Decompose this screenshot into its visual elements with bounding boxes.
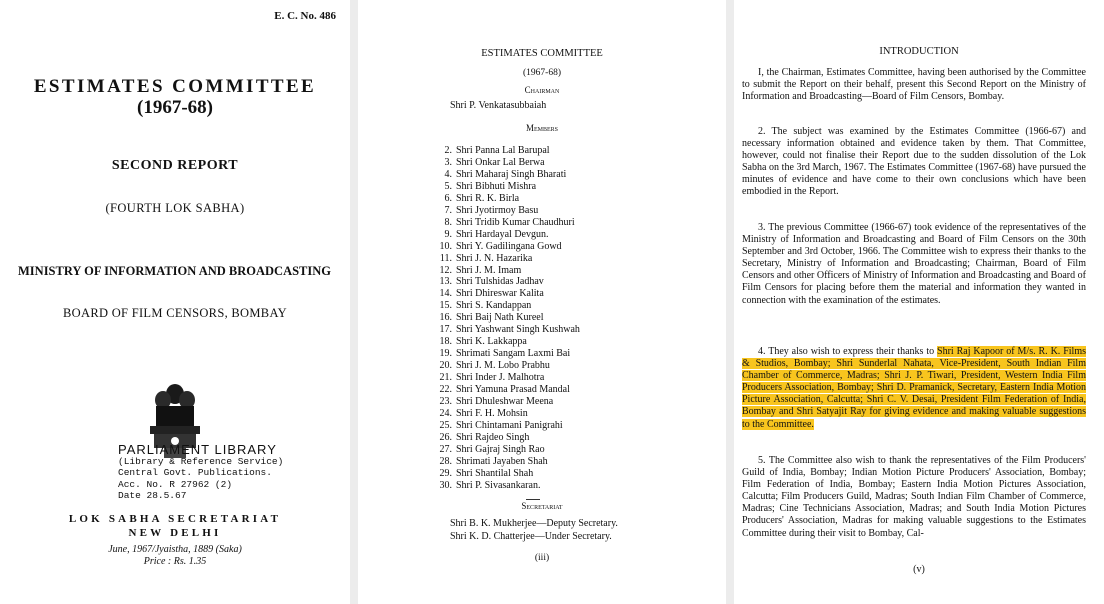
member-name: Shri J. M. Imam xyxy=(456,264,522,276)
member-number: 25. xyxy=(439,419,452,431)
member-number: 9. xyxy=(444,228,452,240)
member-row xyxy=(438,229,580,241)
member-row xyxy=(438,396,580,408)
member-name: Shri Dhuleshwar Meena xyxy=(456,396,554,408)
library-stamp: PARLIAMENT LIBRARY (Library & Reference Service) Central Govt. Publications. Acc. No. R 27962 (2) Date 28.5.67 xyxy=(118,442,284,501)
member-name: Shri Panna Lal Barupal xyxy=(456,145,550,156)
member-row xyxy=(438,336,580,348)
member-number: 12. xyxy=(439,264,452,276)
member-number: 29. xyxy=(439,467,452,479)
member-name: Shri Chintamani Panigrahi xyxy=(456,419,563,431)
member-row xyxy=(438,444,580,456)
member-row xyxy=(438,324,580,336)
member-row xyxy=(438,408,580,420)
publication-date: June, 1967/Jyaistha, 1889 (Saka) xyxy=(108,544,242,555)
member-row xyxy=(438,181,580,193)
member-name: Shri K. Lakkappa xyxy=(456,336,527,348)
member-row xyxy=(438,169,580,181)
member-row xyxy=(438,217,580,229)
member-row xyxy=(438,145,580,157)
chairman-name: Shri P. Venkatasubbaiah xyxy=(450,100,547,111)
member-row xyxy=(438,193,580,205)
member-row xyxy=(438,288,580,300)
member-number: 19. xyxy=(439,348,452,360)
members-list xyxy=(438,145,580,492)
member-number: 20. xyxy=(439,360,452,372)
member-row xyxy=(438,157,580,169)
member-row xyxy=(438,253,580,265)
member-name: Shri Maharaj Singh Bharati xyxy=(456,168,567,180)
cover-year: (1967-68) xyxy=(137,97,213,118)
member-row xyxy=(438,348,580,360)
member-number: 10. xyxy=(439,240,452,252)
cover-title: ESTIMATES COMMITTEE xyxy=(33,76,317,97)
member-number: 21. xyxy=(439,372,452,384)
member-number: 13. xyxy=(439,276,452,288)
member-name: Shri Y. Gadilingana Gowd xyxy=(456,240,562,252)
member-name: Shri S. Kandappan xyxy=(456,300,532,312)
member-name: Shri Tridib Kumar Chaudhuri xyxy=(456,216,575,228)
member-number: 15. xyxy=(439,300,452,312)
member-number: 5. xyxy=(444,180,452,192)
member-row xyxy=(438,241,580,253)
ministry-title: MINISTRY OF INFORMATION AND BROADCASTING xyxy=(18,264,332,278)
member-name: Shri Inder J. Malhotra xyxy=(456,372,545,384)
member-name: Shri Tulshidas Jadhav xyxy=(456,276,544,288)
member-name: Shri P. Sivasankaran. xyxy=(456,479,541,491)
member-row xyxy=(438,205,580,217)
member-name: Shrimati Sangam Laxmi Bai xyxy=(456,348,571,360)
member-name: Shri J. M. Lobo Prabhu xyxy=(456,360,550,372)
member-row xyxy=(438,420,580,432)
member-name: Shri Hardayal Devgun. xyxy=(456,228,549,240)
member-number: 6. xyxy=(444,192,452,204)
introduction-page xyxy=(734,0,1104,604)
member-row xyxy=(438,276,580,288)
member-number: 23. xyxy=(439,396,452,408)
committee-year: (1967-68) xyxy=(523,68,561,78)
member-row xyxy=(438,480,580,492)
member-number: 8. xyxy=(444,216,452,228)
member-name: Shri Baij Nath Kureel xyxy=(456,312,544,324)
member-name: Shri Yamuna Prasad Mandal xyxy=(456,384,570,396)
member-number: 18. xyxy=(439,336,452,348)
member-number: 16. xyxy=(439,312,452,324)
paragraph-2: 2. The subject was examined by the Estimates Committee (1966-67) and necessary information obtained and evidence taken by them. That Committee, however, could not finalise their Report due to the sudden dissolution of the Lok Sabha on the 3rd March, 1967. The Estimates Committee (1967-68) have pursued the minutes of evidence and have come to their own conclusions which have been embodied in the Report. xyxy=(742,126,1086,198)
member-name: Shrimati Jayaben Shah xyxy=(456,455,548,467)
member-number: 22. xyxy=(439,384,452,396)
member-name: Shri Onkar Lal Berwa xyxy=(456,156,545,168)
member-number: 11. xyxy=(439,252,452,264)
secretary-2: Shri K. D. Chatterjee—Under Secretary. xyxy=(450,531,612,542)
lok-sabha-label: (FOURTH LOK SABHA) xyxy=(105,201,245,215)
cover-page xyxy=(0,0,350,604)
ec-number: E. C. No. 486 xyxy=(274,10,336,22)
member-number: 26. xyxy=(439,431,452,443)
member-number: 30. xyxy=(439,479,452,491)
paragraph-3: 3. The previous Committee (1966-67) took evidence of the representatives of the Ministry of Information and Broadcasting and Board of Film Censors on the 30th September and 3rd October, 1966. The Committee wish to express their thanks to the Secretary, Ministry of Information and Broadcasting; Chairman, Board of Film Censors and other Officers of Ministry of Information and Broadcasting and Board of Film Censors for placing before them the material and information they wanted in connection with the examination of the estimates. xyxy=(742,222,1086,306)
secretary-1: Shri B. K. Mukherjee—Deputy Secretary. xyxy=(450,518,618,529)
price: Price : Rs. 1.35 xyxy=(143,556,207,567)
paragraph-4: 4. They also wish to express their thanks to Shri Raj Kapoor of M/s. R. K. Films & Studios, Bombay; Shri Sunderlal Nahata, Vice-President, South Indian Film Chamber of Commerce, Madras; Shri J. P. Tiwari, President, Western India Film Producers Association, Bombay; Shri D. Pramanick, Secretary, Eastern India Motion Picture Association, Calcutta; Shri C. V. Desai, President Film Federation of India, Bombay and Shri Satyajit Ray for giving evidence and making valuable suggestions to the Committee. xyxy=(742,346,1086,430)
chairman-label: Chairman xyxy=(524,85,560,95)
highlighted-text: Shri Raj Kapoor of M/s. R. K. Films & Studios, Bombay; Shri Sunderlal Nahata, Vice-President, South Indian Film Chamber of Commerce, Madras; Shri J. P. Tiwari, President, Western India Film Producers Association, Bombay; Shri D. Pramanick, Secretary, Eastern India Motion Picture Association, Calcutta; Shri C. V. Desai, President Film Federation of India, Bombay and Shri Satyajit Ray for giving evidence and making valuable suggestions to the Committee. xyxy=(742,346,1086,430)
publisher-city: NEW DELHI xyxy=(128,527,222,539)
member-name: Shri F. H. Mohsin xyxy=(456,407,528,419)
page-number: (v) xyxy=(913,564,925,575)
member-name: Shri Bibhuti Mishra xyxy=(456,180,537,192)
report-number: SECOND REPORT xyxy=(111,158,239,173)
member-name: Shri Shantilal Shah xyxy=(456,467,534,479)
member-name: Shri Yashwant Singh Kushwah xyxy=(456,324,580,336)
member-number: 24. xyxy=(439,407,452,419)
members-label: Members xyxy=(525,123,558,133)
member-row xyxy=(438,300,580,312)
member-number: 17. xyxy=(439,324,452,336)
member-number: 4. xyxy=(444,168,452,180)
member-row xyxy=(438,432,580,444)
member-name: Shri Jyotirmoy Basu xyxy=(456,204,539,216)
member-number: 7. xyxy=(444,204,452,216)
member-row xyxy=(438,468,580,480)
member-name: Shri R. K. Birla xyxy=(456,192,520,204)
introduction-heading: INTRODUCTION xyxy=(879,46,959,57)
page-number: (iii) xyxy=(534,553,550,563)
member-row xyxy=(438,265,580,277)
secretariat-label: Secretariat xyxy=(521,501,563,511)
member-number: 14. xyxy=(439,288,452,300)
divider xyxy=(526,499,540,500)
member-row xyxy=(438,372,580,384)
member-row xyxy=(438,360,580,372)
paragraph-1: I, the Chairman, Estimates Committee, having been authorised by the Committee to submit the Report on their behalf, present this Second Report on the Ministry of Information and Broadcasting—Board of Film Censors, Bombay. xyxy=(742,67,1086,103)
member-name: Shri Rajdeo Singh xyxy=(456,431,530,443)
member-number: 27. xyxy=(439,443,452,455)
member-row xyxy=(438,312,580,324)
publisher-name: LOK SABHA SECRETARIAT xyxy=(68,513,282,525)
committee-page xyxy=(358,0,726,604)
member-number: 28. xyxy=(439,455,452,467)
member-number: 2. xyxy=(444,145,452,156)
member-number: 3. xyxy=(444,156,452,168)
member-row xyxy=(438,456,580,468)
board-title: BOARD OF FILM CENSORS, BOMBAY xyxy=(63,306,287,320)
member-row xyxy=(438,384,580,396)
committee-heading: ESTIMATES COMMITTEE xyxy=(481,48,603,59)
member-name: Shri J. N. Hazarika xyxy=(456,252,533,264)
member-name: Shri Dhireswar Kalita xyxy=(456,288,544,300)
paragraph-5: 5. The Committee also wish to thank the representatives of the Film Producers' Guild of India, Bombay; Indian Motion Picture Producers' Association, Bombay; Film Federation of India, Bombay; Eastern India Motion Pictures Association, Calcutta; Film Producers Guild, Madras; South Indian Film Chamber of Commerce, Madras; Cine Technicians Association, Madras; and South India Motion Pictures Producers' Association, Madras for making valuable suggestions to the Estimates Committee during their visit to Bombay, Cal- xyxy=(742,455,1086,539)
member-name: Shri Gajraj Singh Rao xyxy=(456,443,545,455)
